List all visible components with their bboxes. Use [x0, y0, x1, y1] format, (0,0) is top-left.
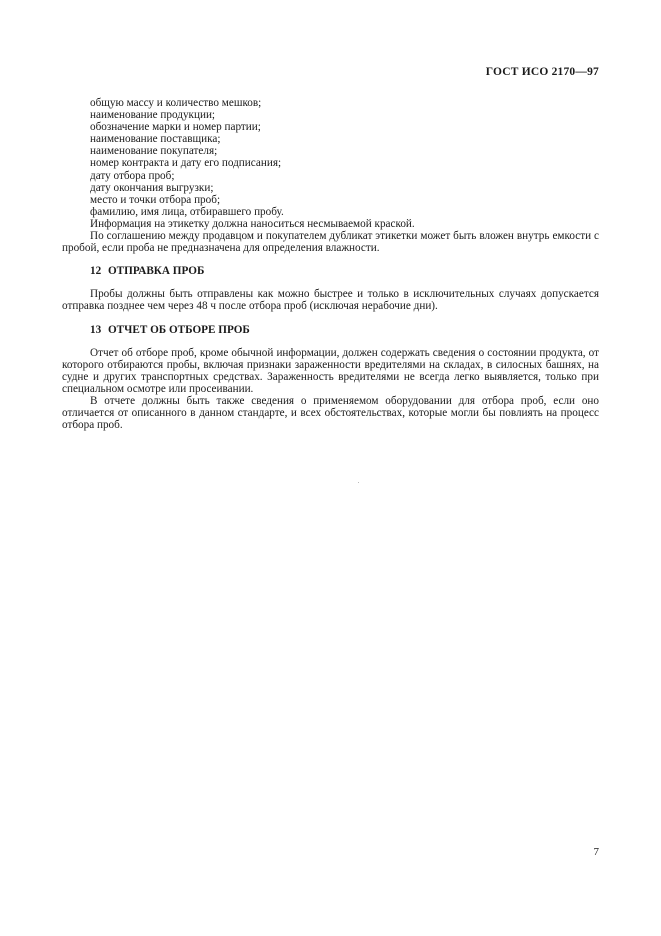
list-item: наименование покупателя;: [90, 145, 218, 158]
section-title: ОТПРАВКА ПРОБ: [107, 265, 205, 278]
list-item: дату отбора проб;: [90, 169, 175, 182]
section-13-heading: [62, 324, 599, 336]
list-item: фамилию, имя лица, отбиравшего пробу.: [90, 205, 284, 218]
document-header: ГОСТ ИСО 2170—97: [485, 66, 599, 78]
page-number: 7: [593, 846, 599, 858]
list-item: место и точки отбора проб;: [90, 193, 221, 206]
paragraph: Отчет об отборе проб, кроме обычной информации, должен содержать сведения о состоянии продукта, от которого отбираются пробы, включая признаки зараженности вредителями на складах, в силосных башнях, на судне и других транспортных средствах. Зараженность вредителями не всегда легко выявляется, только при специальном осмотре или просеивании.: [62, 346, 599, 395]
list-item: дату окончания выгрузки;: [90, 181, 214, 194]
list-item: общую массу и количество мешков;: [90, 97, 262, 109]
page-content: [62, 97, 599, 431]
list-item: номер контракта и дату его подписания;: [90, 157, 282, 170]
list-item: обозначение марки и номер партии;: [90, 121, 261, 134]
list-item: наименование продукции;: [90, 109, 216, 122]
section-12-heading: [62, 265, 599, 277]
paragraph: Пробы должны быть отправлены как можно быстрее и только в исключительных случаях допускается отправка позднее чем через 48 ч после отбора проб (исключая нерабочие дни).: [62, 288, 599, 313]
paragraph: Информация на этикетку должна наноситься несмываемой краской.: [90, 217, 415, 230]
section-number: 13: [90, 323, 102, 336]
section-title: ОТЧЕТ ОБ ОТБОРЕ ПРОБ: [107, 323, 250, 336]
scan-speck: [358, 482, 359, 483]
label-items-list: [62, 97, 599, 218]
section-number: 12: [90, 265, 102, 278]
paragraph: По соглашению между продавцом и покупателем дубликат этикетки может быть вложен внутрь емкости с пробой, если проба не предназначена для определения влажности.: [62, 230, 599, 255]
list-item: наименование поставщика;: [90, 133, 221, 146]
paragraph: В отчете должны быть также сведения о применяемом оборудовании для отбора проб, если оно отличается от описанного в данном стандарте, и всех обстоятельствах, которые могли бы повлиять на процесс отбора проб.: [62, 394, 599, 432]
